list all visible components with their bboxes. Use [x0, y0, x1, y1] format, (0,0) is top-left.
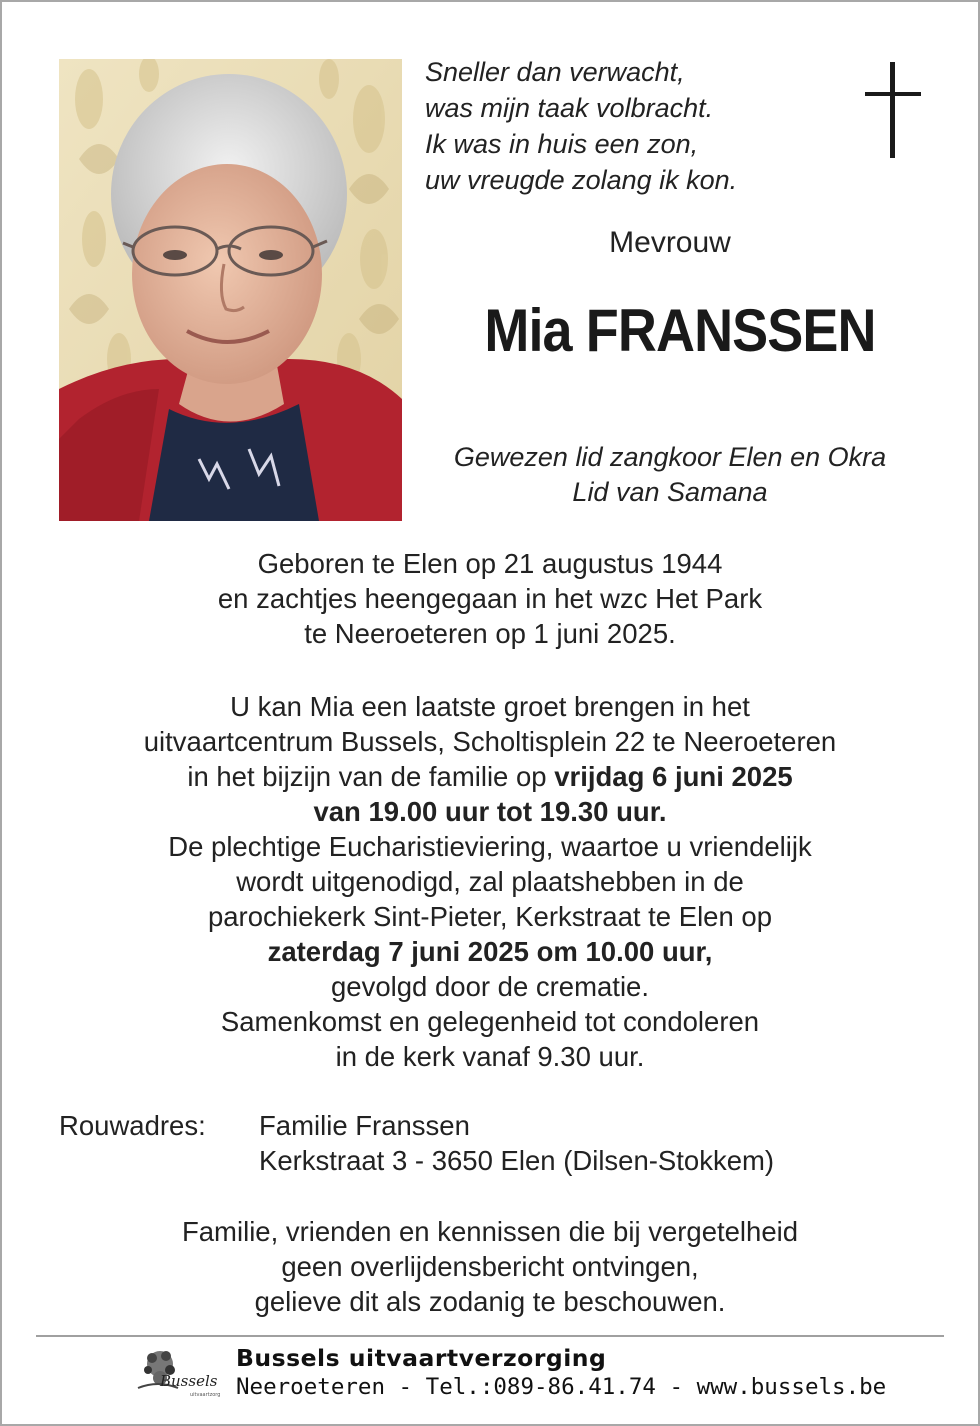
footer-divider [36, 1335, 944, 1337]
service-block [0, 689, 980, 1074]
memberships [400, 440, 940, 510]
poem-line: Sneller dan verwacht, [425, 57, 685, 87]
service-date-time: zaterdag 7 juni 2025 om 10.00 uur, [267, 936, 713, 967]
svg-text:Bussels: Bussels [160, 1372, 218, 1390]
funeral-home-contact: Neeroeteren - Tel.:089-86.41.74 - www.bussels.be [236, 1374, 887, 1400]
poem-line: uw vreugde zolang ik kon. [425, 165, 738, 195]
poem-line: was mijn taak volbracht. [425, 93, 714, 123]
passing-place-line: te Neeroeteren op 1 juni 2025. [304, 618, 676, 649]
deceased-name: Mia FRANSSEN [484, 297, 876, 364]
funeral-home-footer [236, 1344, 886, 1402]
funeral-home-name: Bussels uitvaartverzorging [236, 1344, 607, 1372]
service-line: wordt uitgenodigd, zal plaatshebben in de [236, 866, 744, 897]
honorific: Mevrouw [609, 226, 731, 259]
address-label: Rouwadres: [59, 1110, 206, 1141]
address-street: Kerkstraat 3 - 3650 Elen (Dilsen-Stokkem) [259, 1145, 775, 1176]
birth-death-block [0, 546, 980, 651]
poem-line: Ik was in huis een zon, [425, 129, 699, 159]
closing-line: geen overlijdensbericht ontvingen, [281, 1251, 699, 1282]
address-family: Familie Franssen [259, 1110, 470, 1141]
service-line: De plechtige Eucharistieviering, waartoe u vriendelijk [168, 831, 812, 862]
visit-text: in het bijzijn van de familie op [187, 761, 555, 792]
passing-line: en zachtjes heengegaan in het wzc Het Park [217, 583, 763, 614]
service-line: Samenkomst en gelegenheid tot condoleren [220, 1006, 760, 1037]
closing-line: Familie, vrienden en kennissen die bij vergetelheid [181, 1216, 799, 1247]
portrait-photo [59, 59, 402, 521]
closing-line: gelieve dit als zodanig te beschouwen. [254, 1286, 726, 1317]
membership-line: Gewezen lid zangkoor Elen en Okra [453, 442, 887, 472]
visit-date: vrijdag 6 juni 2025 [554, 761, 793, 792]
visit-time: van 19.00 uur tot 19.30 uur. [313, 796, 667, 827]
address-lines [259, 1108, 774, 1178]
membership-line: Lid van Samana [572, 477, 768, 507]
closing-note [0, 1214, 980, 1319]
bussels-logo [130, 1344, 225, 1402]
memorial-poem [425, 54, 737, 198]
service-line: in de kerk vanaf 9.30 uur. [335, 1041, 645, 1072]
birth-line: Geboren te Elen op 21 augustus 1944 [257, 548, 723, 579]
svg-text:uitvaartzorg: uitvaartzorg [190, 1392, 221, 1398]
service-line: parochiekerk Sint-Pieter, Kerkstraat te Elen op [207, 901, 773, 932]
visit-line: uitvaartcentrum Bussels, Scholtisplein 22 te Neeroeteren [143, 726, 837, 757]
visit-line [0, 759, 980, 794]
cross-icon [862, 62, 924, 160]
service-line: gevolgd door de crematie. [331, 971, 649, 1002]
visit-line: U kan Mia een laatste groet brengen in het [230, 691, 750, 722]
